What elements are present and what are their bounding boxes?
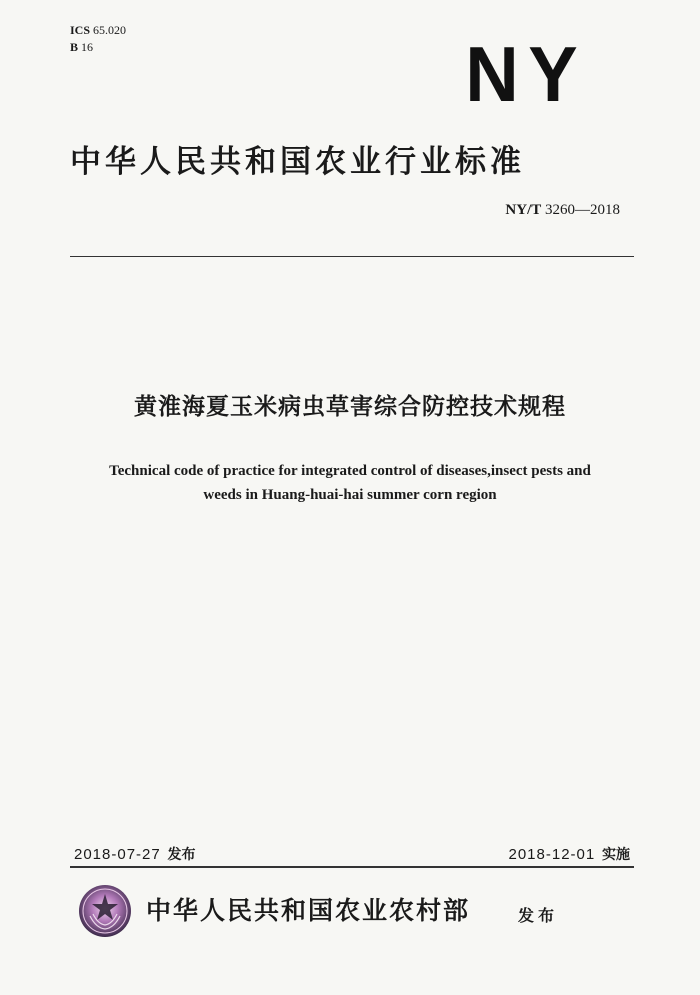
ics-line — [70, 22, 126, 39]
bottom-divider — [70, 866, 634, 868]
standard-number — [505, 202, 620, 219]
title-chinese: 黄淮海夏玉米病虫草害综合防控技术规程 — [134, 394, 566, 420]
implementation-date-word: 实施 — [602, 847, 630, 863]
standard-number-prefix: NY/T — [505, 202, 542, 218]
title-english — [0, 459, 700, 507]
issuer-action-word: 发布 — [518, 906, 559, 925]
issue-date — [74, 844, 196, 864]
issuing-authority: 中华人民共和国农业农村部 — [146, 896, 471, 925]
issue-date-value: 2018-07-27 — [74, 846, 161, 863]
ccs-line — [70, 39, 126, 56]
ny-logo: NY — [464, 30, 587, 118]
ccs-label: B — [70, 40, 79, 54]
title-english-line-1: Technical code of practice for integrated control of diseases,insect pests and — [109, 463, 591, 479]
standard-number-code: 3260—2018 — [545, 202, 620, 218]
ccs-code: 16 — [81, 40, 94, 54]
ics-label: ICS — [70, 23, 91, 37]
standard-type-heading: 中华人民共和国农业行业标准 — [70, 144, 525, 180]
title-english-line-2: weeds in Huang-huai-hai summer corn region — [203, 487, 497, 503]
classification-codes — [70, 22, 126, 56]
issue-date-word: 发布 — [167, 847, 196, 863]
top-divider — [70, 256, 634, 257]
implementation-date — [508, 844, 630, 864]
ics-code: 65.020 — [93, 23, 127, 37]
ministry-emblem-icon — [78, 884, 132, 938]
implementation-date-value: 2018-12-01 — [508, 846, 596, 863]
